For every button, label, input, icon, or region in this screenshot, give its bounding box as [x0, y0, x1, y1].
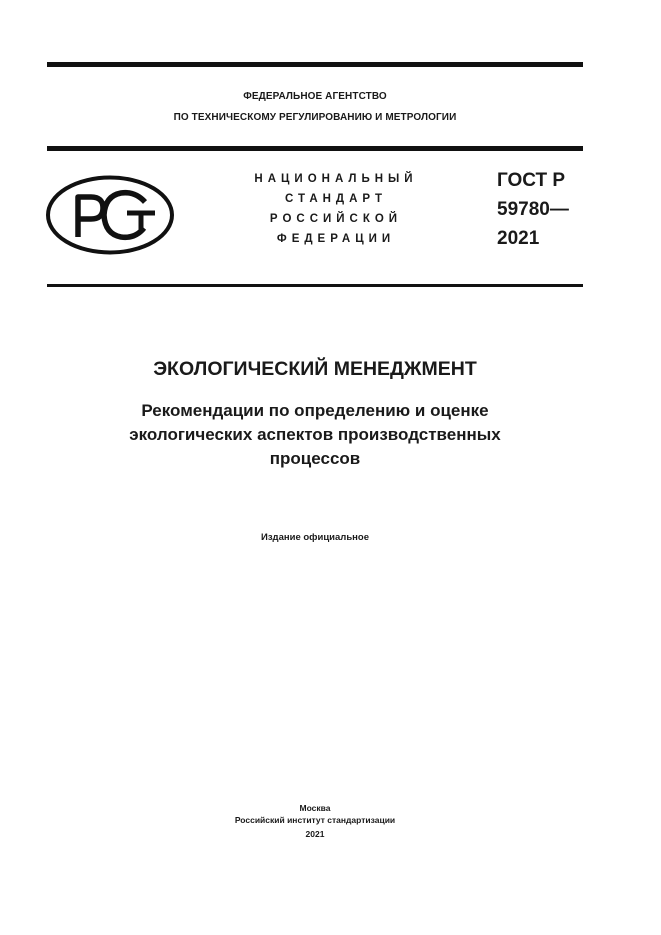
rst-certification-mark-icon: [45, 175, 175, 255]
top-rule: [47, 62, 583, 67]
standard-type-line-2: СТАНДАРТ: [285, 193, 387, 205]
agency-line-2: ПО ТЕХНИЧЕСКОМУ РЕГУЛИРОВАНИЮ И МЕТРОЛОГИИ: [173, 112, 457, 123]
standard-type-line-1: НАЦИОНАЛЬНЫЙ: [254, 173, 418, 185]
imprint-year: 2021: [305, 829, 325, 839]
standard-type-line-4: ФЕДЕРАЦИИ: [276, 233, 396, 245]
agency-line-1: ФЕДЕРАЛЬНОЕ АГЕНТСТВО: [243, 91, 387, 102]
edition-note: Издание официальное: [261, 532, 369, 543]
subtitle-line-3: процессов: [269, 449, 361, 468]
imprint-publisher: Российский институт стандартизации: [234, 815, 396, 825]
bottom-rule: [47, 284, 583, 287]
designation-line-3: 2021: [497, 228, 540, 249]
subtitle-line-1: Рекомендации по определению и оценке: [141, 401, 489, 420]
standard-type-line-3: РОССИЙСКОЙ: [269, 213, 403, 225]
designation-line-2: 59780—: [497, 199, 569, 220]
document-title: ЭКОЛОГИЧЕСКИЙ МЕНЕДЖМЕНТ: [153, 358, 477, 380]
designation-line-1: ГОСТ Р: [497, 170, 566, 191]
middle-rule: [47, 146, 583, 151]
subtitle-line-2: экологических аспектов производственных: [129, 425, 501, 444]
imprint-city: Москва: [299, 803, 331, 813]
